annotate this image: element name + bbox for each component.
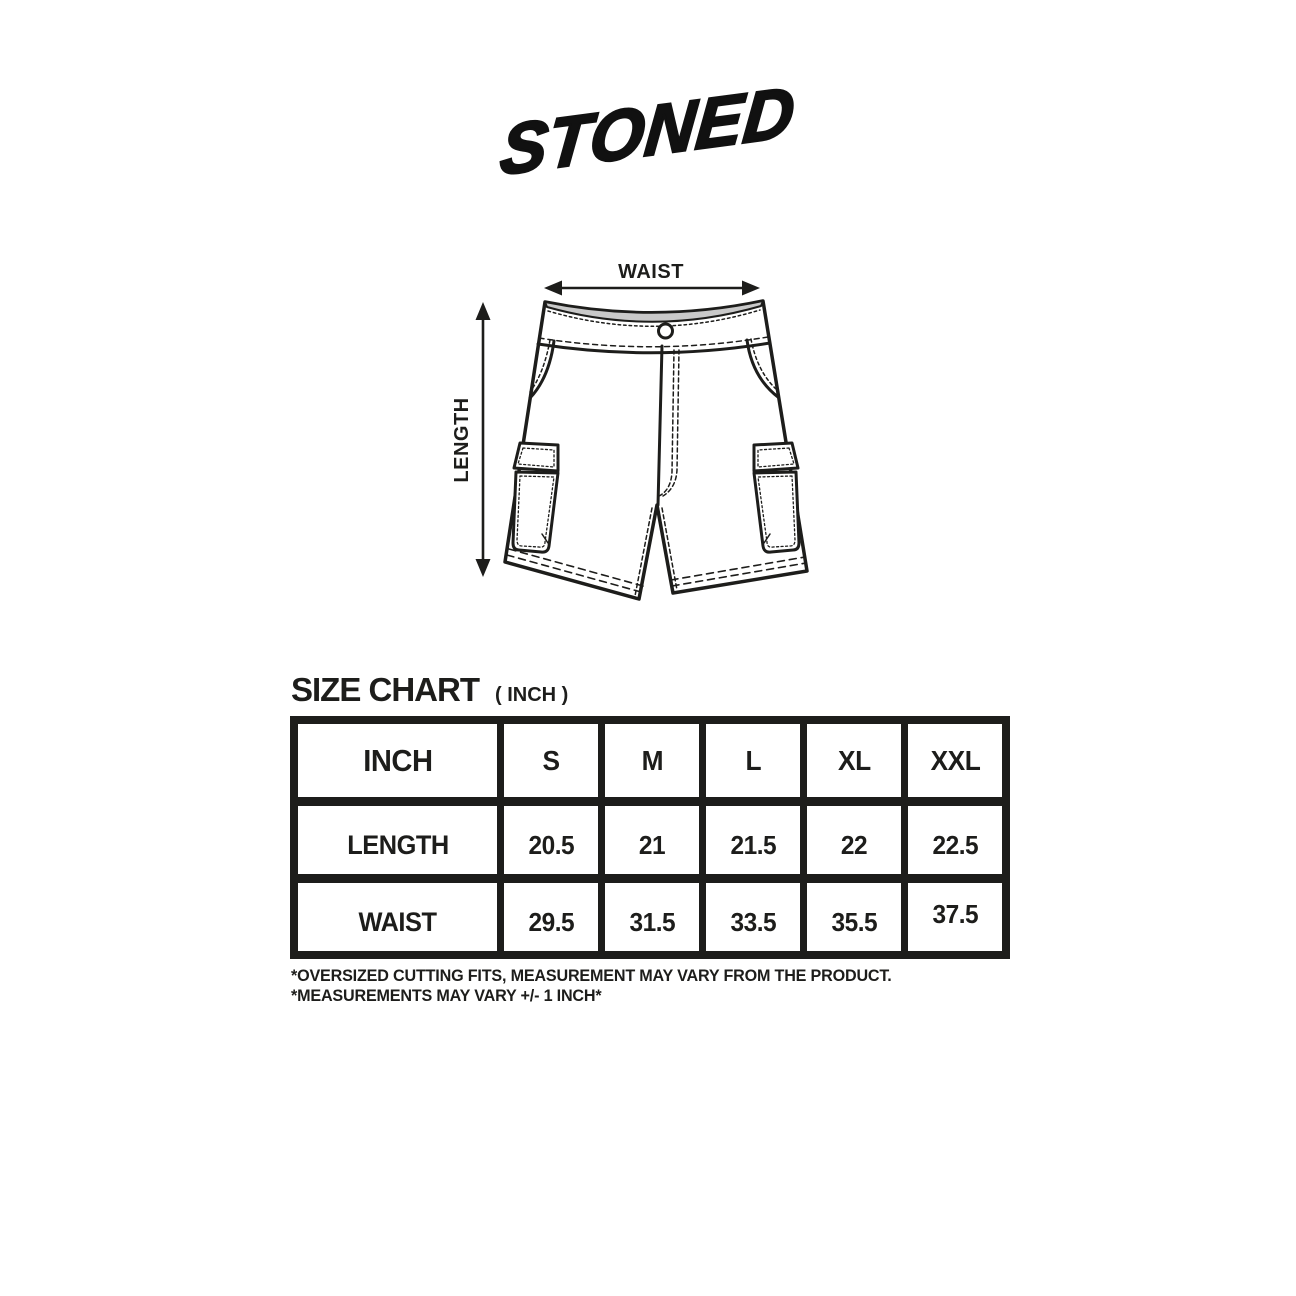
value-waist-xl: 35.5 xyxy=(807,883,901,951)
value-waist-m: 31.5 xyxy=(605,883,699,951)
value-length-xxl: 22.5 xyxy=(908,806,1002,874)
brand-logo: STONED xyxy=(497,71,799,191)
header-cell-s: S xyxy=(504,724,598,797)
footnote-line-1: *OVERSIZED CUTTING FITS, MEASUREMENT MAY VARY FROM THE PRODUCT. xyxy=(291,966,892,985)
value-waist-xxl: 37.5 xyxy=(908,883,1002,951)
header-cell-xl: XL xyxy=(807,724,901,797)
value-length-s: 20.5 xyxy=(504,806,598,874)
size-chart-unit: ( INCH ) xyxy=(495,684,569,706)
value-waist-l: 33.5 xyxy=(706,883,800,951)
footnote-line-2: *MEASUREMENTS MAY VARY +/- 1 INCH* xyxy=(291,985,602,1005)
row-label-length: LENGTH xyxy=(298,806,497,874)
size-chart-table xyxy=(290,716,1010,959)
value-length-l: 21.5 xyxy=(706,806,800,874)
row-label-waist: WAIST xyxy=(298,883,497,951)
value-waist-s: 29.5 xyxy=(504,883,598,951)
value-length-xl: 22 xyxy=(807,806,901,874)
length-label: LENGTH xyxy=(451,397,473,483)
shorts-technical-drawing-svg xyxy=(430,240,870,620)
length-arrow xyxy=(476,302,491,577)
waist-label: WAIST xyxy=(618,261,684,283)
footnotes xyxy=(291,966,923,1005)
header-cell-l: L xyxy=(706,724,800,797)
waist-button xyxy=(659,324,673,338)
shorts-diagram xyxy=(430,240,870,620)
size-chart-title: SIZE CHART xyxy=(291,671,479,708)
size-chart-heading xyxy=(291,671,568,709)
header-cell-m: M xyxy=(605,724,699,797)
header-cell-xxl: XXL xyxy=(908,724,1002,797)
header-cell-inch: INCH xyxy=(298,724,497,797)
value-length-m: 21 xyxy=(605,806,699,874)
